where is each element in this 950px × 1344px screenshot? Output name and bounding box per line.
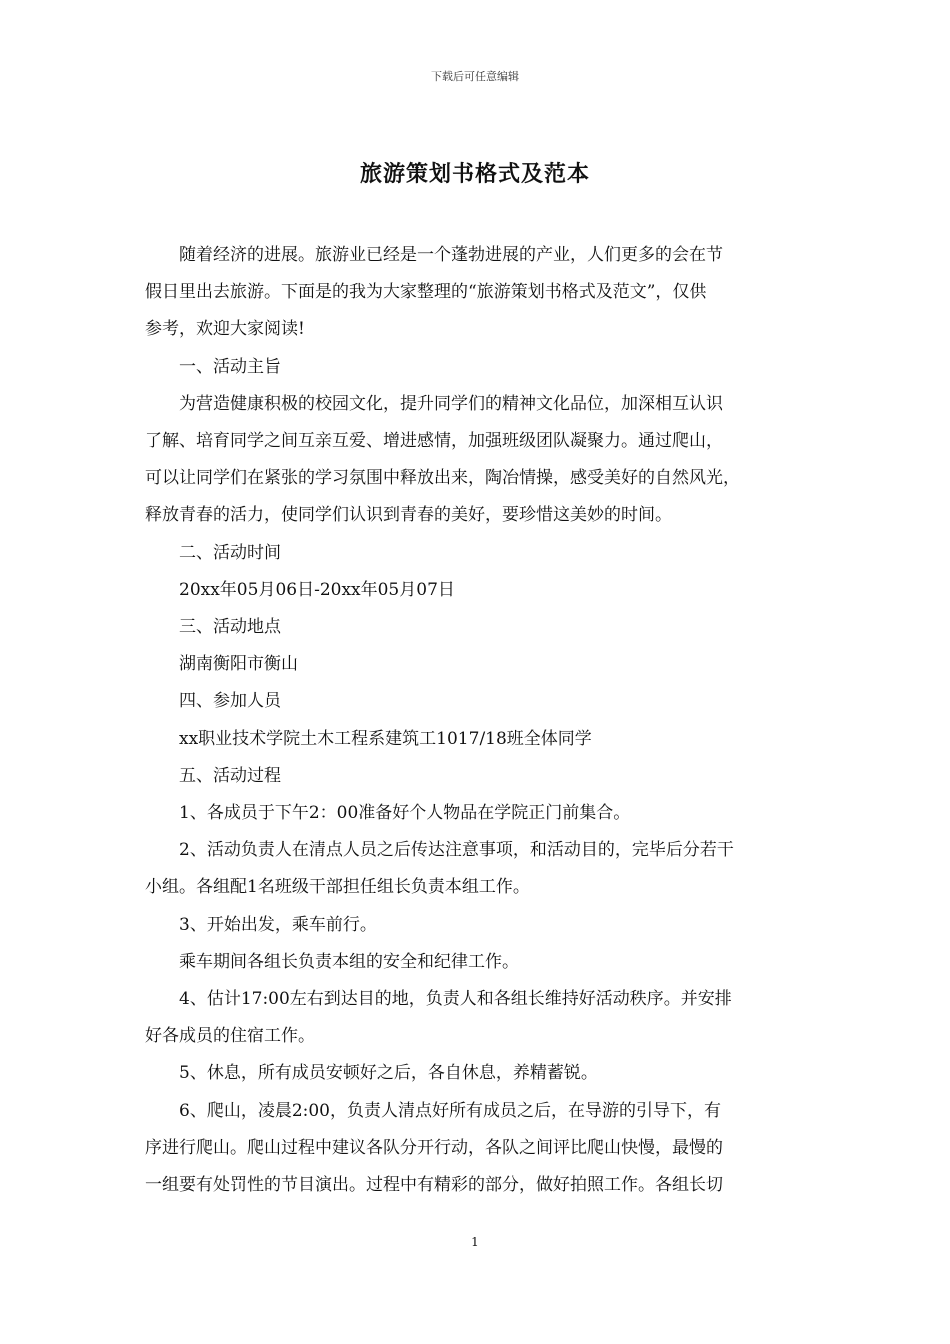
step-line: 好各成员的住宿工作。 (145, 1026, 315, 1047)
section-heading-process: 五、活动过程 (179, 765, 281, 786)
purpose-line: 了解、培育同学之间互亲互爱、增进感情，加强班级团队凝聚力。通过爬山， (145, 431, 723, 452)
process-step-3-note: 乘车期间各组长负责本组的安全和纪律工作。 (179, 951, 519, 972)
section-heading-time: 二、活动时间 (179, 542, 281, 563)
time-text: 20xx年05月06日-20xx年05月07日 (179, 579, 455, 600)
process-step-5: 5、休息，所有成员安顿好之后，各自休息，养精蓄锐。 (179, 1063, 598, 1084)
purpose-paragraph (145, 386, 810, 535)
step-line: 2、活动负责人在清点人员之后传达注意事项，和活动目的，完毕后分若干 (179, 840, 734, 861)
process-step-4 (145, 981, 810, 1055)
intro-line: 随着经济的进展。旅游业已经是一个蓬勃进展的产业，人们更多的会在节 (179, 245, 723, 265)
process-step-2 (145, 832, 810, 906)
section-heading-participants: 四、参加人员 (179, 691, 281, 712)
intro-line: 参考，欢迎大家阅读! (145, 319, 305, 340)
step-line: 4、估计17:00左右到达目的地，负责人和各组长维持好活动秩序。并安排 (179, 989, 732, 1010)
section-heading-location: 三、活动地点 (179, 617, 281, 638)
process-step-1: 1、各成员于下午2：00准备好个人物品在学院正门前集合。 (179, 803, 631, 824)
location-text: 湖南衡阳市衡山 (179, 654, 298, 675)
purpose-line: 可以让同学们在紧张的学习氛围中释放出来，陶冶情操，感受美好的自然风光， (145, 468, 740, 489)
section-heading-purpose: 一、活动主旨 (179, 356, 281, 377)
purpose-line: 释放青春的活力，使同学们认识到青春的美好，要珍惜这美妙的时间。 (145, 505, 672, 526)
process-step-6 (145, 1093, 810, 1205)
document-body (145, 237, 810, 1204)
step-line: 一组要有处罚性的节目演出。过程中有精彩的部分，做好拍照工作。各组长切 (145, 1175, 723, 1196)
process-step-3: 3、开始出发，乘车前行。 (179, 914, 377, 935)
document-title: 旅游策划书格式及范本 (359, 161, 590, 187)
intro-paragraph (145, 237, 810, 349)
intro-line: 假日里出去旅游。下面是的我为大家整理的“旅游策划书格式及范文”，仅供 (145, 282, 707, 303)
participants-text: xx职业技术学院土木工程系建筑工1017/18班全体同学 (179, 728, 592, 749)
step-line: 序进行爬山。爬山过程中建议各队分开行动，各队之间评比爬山快慢，最慢的 (145, 1137, 723, 1158)
step-line: 小组。各组配1名班级干部担任组长负责本组工作。 (145, 877, 530, 898)
header-note: 下载后可任意编辑 (431, 70, 519, 83)
step-line: 6、爬山，凌晨2:00，负责人清点好所有成员之后，在导游的引导下，有 (179, 1100, 721, 1121)
page-number: 1 (471, 1235, 479, 1249)
purpose-line: 为营造健康积极的校园文化，提升同学们的精神文化品位，加深相互认识 (179, 393, 723, 414)
